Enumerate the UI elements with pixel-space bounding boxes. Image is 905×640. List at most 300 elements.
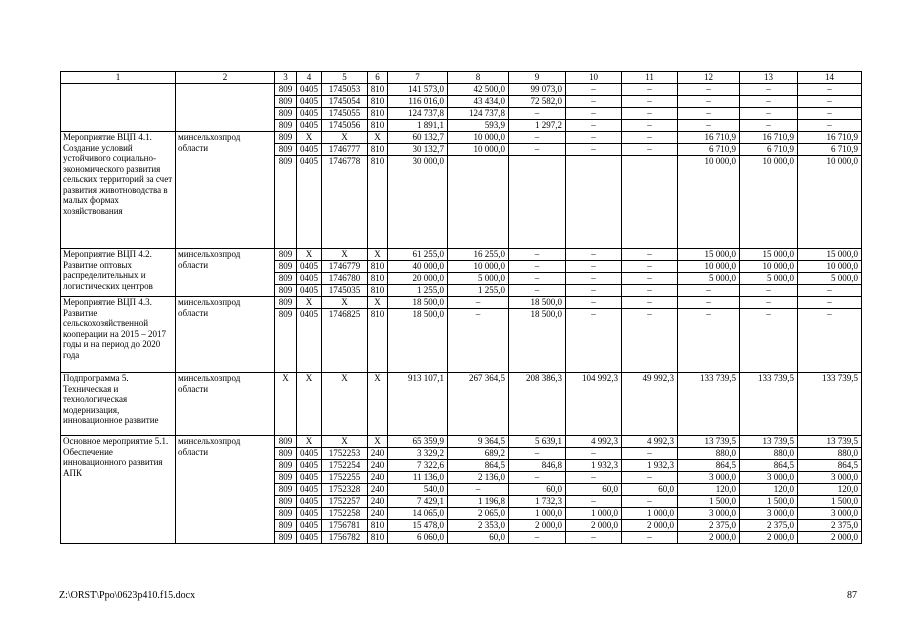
header-cell: 3	[275, 72, 297, 84]
table-cell: X	[368, 132, 388, 144]
header-cell: 1	[61, 72, 176, 84]
table-cell: –	[622, 532, 678, 544]
table-cell: –	[566, 448, 622, 460]
table-cell: 810	[368, 108, 388, 120]
table-cell: 18 500,0	[509, 297, 566, 309]
table-cell: 1745054	[322, 96, 368, 108]
table-cell: 18 500,0	[388, 309, 448, 373]
executor-cell: минсельхозпрод области	[176, 436, 275, 544]
table-cell: 809	[275, 448, 297, 460]
table-cell: –	[622, 144, 678, 156]
table-cell	[509, 156, 566, 249]
table-cell: –	[509, 273, 566, 285]
table-cell: X	[368, 436, 388, 448]
table-cell: 120,0	[678, 484, 740, 496]
table-cell: 240	[368, 472, 388, 484]
measure-description: Подпрограмма 5. Техническая и технологическая модернизация, инновационное развитие	[61, 373, 176, 436]
table-cell: 1 255,0	[388, 285, 448, 297]
table-row	[61, 373, 862, 436]
table-cell: –	[566, 472, 622, 484]
table-cell: –	[622, 249, 678, 261]
table-cell: –	[622, 108, 678, 120]
table-cell: –	[566, 84, 622, 96]
table-cell: 72 582,0	[509, 96, 566, 108]
table-cell: 1752255	[322, 472, 368, 484]
table-cell: –	[798, 309, 862, 373]
table-cell: 133 739,5	[798, 373, 862, 436]
table-cell: X	[297, 132, 322, 144]
table-cell: 10 000,0	[448, 144, 509, 156]
table-cell: 60,0	[566, 484, 622, 496]
table-cell: 0405	[297, 496, 322, 508]
table-cell: 42 500,0	[448, 84, 509, 96]
table-cell: 880,0	[798, 448, 862, 460]
table-cell: 2 375,0	[678, 520, 740, 532]
table-cell: –	[566, 144, 622, 156]
table-cell: 1 732,3	[509, 496, 566, 508]
page-number: 87	[847, 590, 857, 601]
table-cell: 40 000,0	[388, 261, 448, 273]
table-cell: 1746780	[322, 273, 368, 285]
table-cell: 4 992,3	[566, 436, 622, 448]
table-cell: 104 992,3	[566, 373, 622, 436]
table-cell: –	[622, 496, 678, 508]
table-cell: 16 255,0	[448, 249, 509, 261]
table-cell: 10 000,0	[678, 156, 740, 249]
table-cell: 1756781	[322, 520, 368, 532]
table-cell: 1745035	[322, 285, 368, 297]
table-cell: –	[678, 309, 740, 373]
table-cell: –	[566, 532, 622, 544]
table-cell: 809	[275, 436, 297, 448]
table-cell: 1756782	[322, 532, 368, 544]
table-cell: 3 329,2	[388, 448, 448, 460]
table-cell: 208 386,3	[509, 373, 566, 436]
table-cell: 1746779	[322, 261, 368, 273]
table-cell: 5 000,0	[798, 273, 862, 285]
table-cell: 810	[368, 96, 388, 108]
table-cell: –	[622, 273, 678, 285]
measure-description: Мероприятие ВЦП 4.1. Создание условий устойчивого социально-экономического развития сельских территорий за счет развития животноводства в малых формах хозяйствования	[61, 132, 176, 249]
table-cell: 809	[275, 532, 297, 544]
table-cell: 1 500,0	[740, 496, 798, 508]
table-row	[61, 84, 862, 96]
table-cell: –	[566, 496, 622, 508]
table-cell: –	[622, 309, 678, 373]
table-cell: X	[368, 297, 388, 309]
table-cell: 13 739,5	[740, 436, 798, 448]
table-cell: 809	[275, 132, 297, 144]
table-cell: –	[509, 249, 566, 261]
table-cell: 65 359,9	[388, 436, 448, 448]
table-cell: 16 710,9	[798, 132, 862, 144]
table-cell: –	[566, 285, 622, 297]
table-cell: 810	[368, 532, 388, 544]
table-cell: 2 000,0	[622, 520, 678, 532]
table-cell: –	[509, 132, 566, 144]
table-cell: –	[740, 108, 798, 120]
executor-cell: минсельхозпрод области	[176, 132, 275, 249]
table-cell: 124 737,8	[448, 108, 509, 120]
table-cell: X	[322, 132, 368, 144]
table-cell: 809	[275, 472, 297, 484]
table-cell: 809	[275, 496, 297, 508]
table-cell: 0405	[297, 472, 322, 484]
table-cell: 2 136,0	[448, 472, 509, 484]
header-cell: 7	[388, 72, 448, 84]
table-cell: 3 000,0	[798, 472, 862, 484]
table-body	[61, 72, 862, 544]
table-cell: 15 000,0	[678, 249, 740, 261]
table-cell: 13 739,5	[798, 436, 862, 448]
table-cell: –	[622, 120, 678, 132]
executor-cell: минсельхозпрод области	[176, 297, 275, 373]
header-cell: 10	[566, 72, 622, 84]
table-cell: 7 322,6	[388, 460, 448, 472]
table-cell: –	[509, 261, 566, 273]
header-cell: 8	[448, 72, 509, 84]
table-cell: 1746777	[322, 144, 368, 156]
table-cell: X	[297, 297, 322, 309]
table-cell: 9 364,5	[448, 436, 509, 448]
table-cell: 2 375,0	[798, 520, 862, 532]
table-cell: 809	[275, 249, 297, 261]
table-cell: 240	[368, 460, 388, 472]
table-cell: 0405	[297, 448, 322, 460]
table-cell: 1745056	[322, 120, 368, 132]
table-cell: –	[740, 120, 798, 132]
table-cell: 240	[368, 448, 388, 460]
table-cell: 809	[275, 285, 297, 297]
table-cell: 2 065,0	[448, 508, 509, 520]
table-cell: X	[322, 373, 368, 436]
table-cell: 809	[275, 484, 297, 496]
table-cell: 1752254	[322, 460, 368, 472]
table-cell: 809	[275, 261, 297, 273]
table-cell: –	[509, 108, 566, 120]
table-cell: 11 136,0	[388, 472, 448, 484]
table-cell: –	[622, 297, 678, 309]
table-cell: 809	[275, 84, 297, 96]
header-cell: 11	[622, 72, 678, 84]
table-cell: –	[566, 120, 622, 132]
table-cell: –	[798, 84, 862, 96]
table-cell: –	[566, 297, 622, 309]
table-cell: 0405	[297, 532, 322, 544]
table-cell: 1 500,0	[798, 496, 862, 508]
table-cell: 1 196,8	[448, 496, 509, 508]
table-cell: 99 073,0	[509, 84, 566, 96]
table-cell: X	[297, 373, 322, 436]
table-cell: –	[448, 484, 509, 496]
table-cell: 809	[275, 508, 297, 520]
header-cell: 2	[176, 72, 275, 84]
table-cell: 141 573,0	[388, 84, 448, 96]
table-cell: –	[798, 285, 862, 297]
table-cell: 1745055	[322, 108, 368, 120]
table-cell: 133 739,5	[740, 373, 798, 436]
table-cell: 60 132,7	[388, 132, 448, 144]
table-cell: X	[322, 297, 368, 309]
table-cell: 1752258	[322, 508, 368, 520]
table-cell: –	[566, 96, 622, 108]
table-cell: 6 060,0	[388, 532, 448, 544]
table-cell: –	[622, 448, 678, 460]
table-cell: 124 737,8	[388, 108, 448, 120]
table-cell: 1 000,0	[509, 508, 566, 520]
table-cell: –	[740, 297, 798, 309]
table-cell: 0405	[297, 273, 322, 285]
table-cell: –	[622, 472, 678, 484]
table-cell: 240	[368, 496, 388, 508]
table-cell: 3 000,0	[678, 472, 740, 484]
table-cell: X	[297, 436, 322, 448]
table-cell: 0405	[297, 108, 322, 120]
header-cell: 13	[740, 72, 798, 84]
table-cell: 2 000,0	[678, 532, 740, 544]
table-cell: 0405	[297, 309, 322, 373]
table-cell: 0405	[297, 144, 322, 156]
table-cell: 49 992,3	[622, 373, 678, 436]
table-cell: 846,8	[509, 460, 566, 472]
executor-cell: минсельхозпрод области	[176, 249, 275, 297]
table-cell: 133 739,5	[678, 373, 740, 436]
table-cell: –	[622, 285, 678, 297]
table-cell: 864,5	[740, 460, 798, 472]
table-cell: 240	[368, 508, 388, 520]
table-cell: 0405	[297, 460, 322, 472]
table-cell: 6 710,9	[740, 144, 798, 156]
table-cell: 913 107,1	[388, 373, 448, 436]
table-cell: 15 000,0	[740, 249, 798, 261]
table-cell: 10 000,0	[740, 261, 798, 273]
table-row	[61, 436, 862, 448]
table-cell: –	[566, 108, 622, 120]
table-cell: 3 000,0	[740, 508, 798, 520]
table-cell: 240	[368, 484, 388, 496]
table-row	[61, 249, 862, 261]
table-cell: 2 375,0	[740, 520, 798, 532]
table-cell: 864,5	[798, 460, 862, 472]
table-cell: 809	[275, 273, 297, 285]
table-cell: 2 000,0	[509, 520, 566, 532]
table-cell: –	[566, 132, 622, 144]
table-cell: 809	[275, 309, 297, 373]
table-cell: 0405	[297, 84, 322, 96]
table-cell: 16 710,9	[740, 132, 798, 144]
table-cell: 0405	[297, 261, 322, 273]
table-cell: 7 429,1	[388, 496, 448, 508]
table-cell: X	[368, 373, 388, 436]
table-cell: 1 000,0	[622, 508, 678, 520]
table-cell: –	[566, 273, 622, 285]
table-cell: 30 000,0	[388, 156, 448, 249]
table-cell: 16 710,9	[678, 132, 740, 144]
table-cell: –	[678, 120, 740, 132]
table-cell: 1 500,0	[678, 496, 740, 508]
header-cell: 4	[297, 72, 322, 84]
table-cell: 0405	[297, 120, 322, 132]
executor-cell	[176, 84, 275, 132]
budget-table	[60, 71, 862, 544]
table-cell: 2 000,0	[740, 532, 798, 544]
table-cell: –	[678, 108, 740, 120]
table-cell: 10 000,0	[798, 261, 862, 273]
table-cell: –	[448, 309, 509, 373]
table-cell: –	[740, 84, 798, 96]
table-cell: 810	[368, 309, 388, 373]
table-cell: –	[740, 309, 798, 373]
table-cell: 880,0	[678, 448, 740, 460]
table-cell: 6 710,9	[798, 144, 862, 156]
table-cell: 120,0	[740, 484, 798, 496]
table-cell: –	[509, 532, 566, 544]
table-cell: 14 065,0	[388, 508, 448, 520]
table-cell: 1 000,0	[566, 508, 622, 520]
table-cell: 60,0	[509, 484, 566, 496]
table-cell: –	[740, 285, 798, 297]
table-cell: X	[275, 373, 297, 436]
header-cell: 9	[509, 72, 566, 84]
table-cell: X	[297, 249, 322, 261]
table-cell: 809	[275, 460, 297, 472]
table-cell: 5 000,0	[448, 273, 509, 285]
table-cell: 864,5	[678, 460, 740, 472]
table-cell	[448, 156, 509, 249]
table-cell: 1745053	[322, 84, 368, 96]
executor-cell: минсельхозпрод области	[176, 373, 275, 436]
table-cell: 1752328	[322, 484, 368, 496]
table-cell: 3 000,0	[740, 472, 798, 484]
table-cell: X	[368, 249, 388, 261]
table-cell: 809	[275, 120, 297, 132]
table-cell: –	[566, 249, 622, 261]
document-path: Z:\ORST\Ppo\0623p410.f15.docx	[59, 590, 196, 601]
table-cell: 10 000,0	[448, 132, 509, 144]
table-cell: 267 364,5	[448, 373, 509, 436]
table-cell: –	[798, 297, 862, 309]
table-cell: 2 353,0	[448, 520, 509, 532]
table-cell: 864,5	[448, 460, 509, 472]
table-cell: 10 000,0	[740, 156, 798, 249]
table-row	[61, 132, 862, 144]
table-cell: X	[322, 436, 368, 448]
table-cell: 5 000,0	[678, 273, 740, 285]
table-cell: 0405	[297, 156, 322, 249]
table-cell: 6 710,9	[678, 144, 740, 156]
table-cell: –	[798, 108, 862, 120]
table-cell: –	[798, 96, 862, 108]
table-cell: 1752257	[322, 496, 368, 508]
table-row	[61, 297, 862, 309]
table-cell: 810	[368, 144, 388, 156]
measure-description: Основное мероприятие 5.1. Обеспечение инновационного развития АПК	[61, 436, 176, 544]
table-cell: 810	[368, 120, 388, 132]
table-cell: –	[622, 261, 678, 273]
table-cell: 1 891,1	[388, 120, 448, 132]
table-cell: 810	[368, 156, 388, 249]
table-cell: –	[740, 96, 798, 108]
table-cell: –	[678, 285, 740, 297]
table-cell: 809	[275, 297, 297, 309]
table-cell: 809	[275, 144, 297, 156]
table-cell: 810	[368, 285, 388, 297]
measure-description: Мероприятие ВЦП 4.2. Развитие оптовых распределительных и логистических центров	[61, 249, 176, 297]
table-cell: 810	[368, 273, 388, 285]
table-cell: 3 000,0	[678, 508, 740, 520]
table-cell: X	[322, 249, 368, 261]
table-cell: 4 992,3	[622, 436, 678, 448]
table-cell: –	[509, 144, 566, 156]
table-cell: 15 478,0	[388, 520, 448, 532]
table-cell: 1 932,3	[622, 460, 678, 472]
table-cell: 1 255,0	[448, 285, 509, 297]
table-cell: 60,0	[622, 484, 678, 496]
table-cell	[622, 156, 678, 249]
measure-description: Мероприятие ВЦП 4.3. Развитие сельскохозяйственной кооперации на 2015 – 2017 годы и на период до 2020 года	[61, 297, 176, 373]
table-cell: 5 639,1	[509, 436, 566, 448]
table-cell: –	[622, 132, 678, 144]
table-cell: 1752253	[322, 448, 368, 460]
table-cell: 18 500,0	[509, 309, 566, 373]
table-cell: 10 000,0	[678, 261, 740, 273]
table-cell: –	[509, 472, 566, 484]
table-cell: 10 000,0	[798, 156, 862, 249]
table-cell	[566, 156, 622, 249]
table-cell: 30 132,7	[388, 144, 448, 156]
header-cell: 12	[678, 72, 740, 84]
table-cell: 43 434,0	[448, 96, 509, 108]
table-cell: –	[448, 297, 509, 309]
table-cell: 61 255,0	[388, 249, 448, 261]
table-cell: 0405	[297, 520, 322, 532]
table-cell: 809	[275, 96, 297, 108]
header-cell: 5	[322, 72, 368, 84]
table-cell: –	[798, 120, 862, 132]
table-cell: 2 000,0	[798, 532, 862, 544]
table-cell: 0405	[297, 96, 322, 108]
table-cell: 689,2	[448, 448, 509, 460]
table-cell: 809	[275, 156, 297, 249]
table-cell: –	[678, 84, 740, 96]
table-cell: 810	[368, 520, 388, 532]
table-cell: –	[509, 285, 566, 297]
table-cell: –	[622, 96, 678, 108]
table-cell: 60,0	[448, 532, 509, 544]
table-cell: 1 932,3	[566, 460, 622, 472]
table-cell: 810	[368, 84, 388, 96]
table-cell: –	[678, 96, 740, 108]
table-cell: 880,0	[740, 448, 798, 460]
table-cell: –	[678, 297, 740, 309]
table-cell: 593,9	[448, 120, 509, 132]
table-header-row	[61, 72, 862, 84]
table-cell: 15 000,0	[798, 249, 862, 261]
table-cell: 540,0	[388, 484, 448, 496]
table-cell: 0405	[297, 508, 322, 520]
table-cell: 2 000,0	[566, 520, 622, 532]
table-cell: 809	[275, 108, 297, 120]
table-cell: 1 297,2	[509, 120, 566, 132]
header-cell: 14	[798, 72, 862, 84]
table-cell: 5 000,0	[740, 273, 798, 285]
table-cell: –	[622, 84, 678, 96]
table-cell: 1746825	[322, 309, 368, 373]
table-cell: 18 500,0	[388, 297, 448, 309]
table-cell: 116 016,0	[388, 96, 448, 108]
table-cell: 810	[368, 261, 388, 273]
header-cell: 6	[368, 72, 388, 84]
